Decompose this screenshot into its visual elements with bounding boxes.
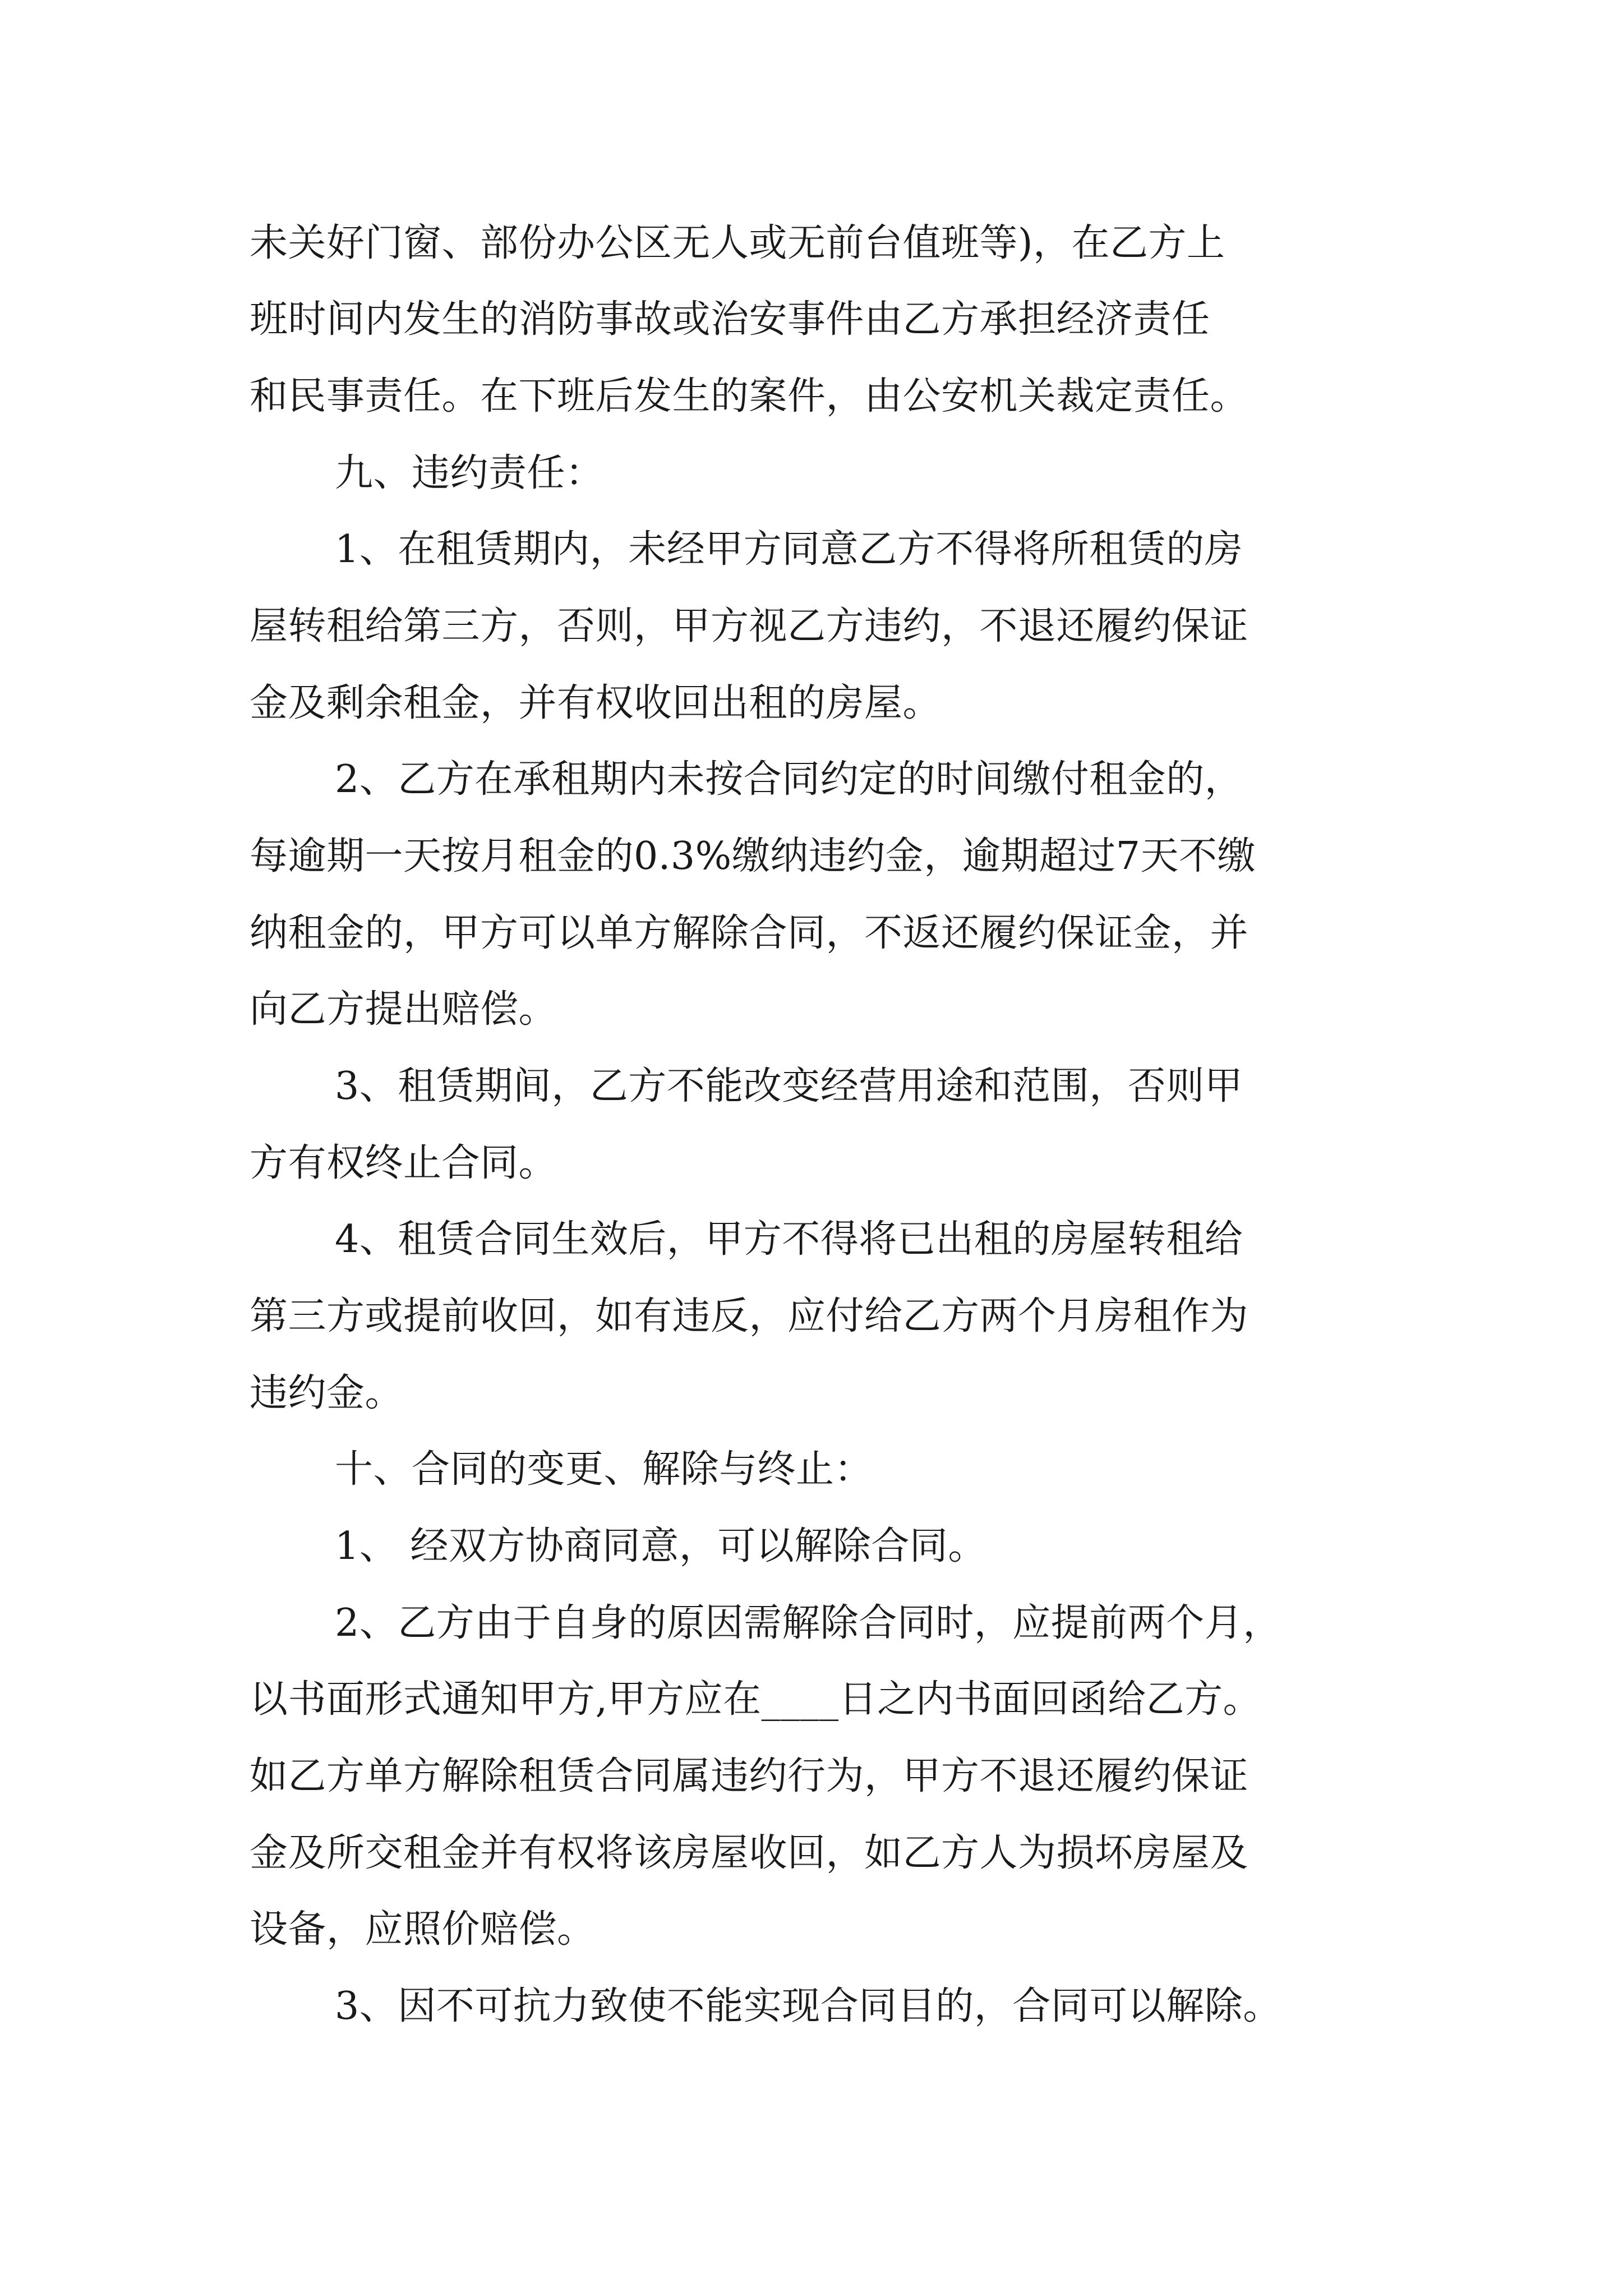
text-line: 方有权终止合同。 — [250, 1141, 557, 1185]
text-line: 违约金。 — [250, 1371, 404, 1415]
text-line: 1、 经双方协商同意，可以解除合同。 — [335, 1524, 986, 1568]
section-heading: 十、合同的变更、解除与终止： — [335, 1447, 873, 1492]
text-line: 如乙方单方解除租赁合同属违约行为，甲方不退还履约保证 — [250, 1754, 1249, 1798]
text-line: 每逾期一天按月租金的0.3%缴纳违约金，逾期超过7天不缴 — [250, 834, 1256, 878]
text-line: 和民事责任。在下班后发生的案件，由公安机关裁定责任。 — [250, 374, 1249, 418]
text-line: 金及所交租金并有权将该房屋收回，如乙方人为损坏房屋及 — [250, 1831, 1249, 1875]
text-line: 班时间内发生的消防事故或治安事件由乙方承担经济责任 — [250, 297, 1210, 342]
text-line: 4、租赁合同生效后，甲方不得将已出租的房屋转租给 — [335, 1217, 1243, 1262]
text-line: 3、租赁期间，乙方不能改变经营用途和范围，否则甲 — [335, 1064, 1243, 1108]
text-line: 2、乙方在承租期内未按合同约定的时间缴付租金的， — [335, 757, 1243, 802]
section-heading: 九、违约责任： — [335, 451, 604, 495]
text-line: 3、因不可抗力致使不能实现合同目的，合同可以解除。 — [335, 1984, 1281, 2028]
text-line: 以书面形式通知甲方,甲方应在____日之内书面回函给乙方。 — [250, 1677, 1262, 1722]
text-line: 屋转租给第三方，否则，甲方视乙方违约，不退还履约保证 — [250, 604, 1249, 648]
text-line: 向乙方提出赔偿。 — [250, 987, 557, 1032]
text-line: 1、在租赁期内，未经甲方同意乙方不得将所租赁的房 — [335, 527, 1243, 572]
text-line: 未关好门窗、部份办公区无人或无前台值班等)，在乙方上 — [250, 221, 1225, 265]
text-line: 纳租金的，甲方可以单方解除合同，不返还履约保证金，并 — [250, 911, 1249, 955]
text-line: 金及剩余租金，并有权收回出租的房屋。 — [250, 681, 942, 725]
text-line: 2、乙方由于自身的原因需解除合同时，应提前两个月， — [335, 1601, 1281, 1645]
text-line: 第三方或提前收回，如有违反，应付给乙方两个月房租作为 — [250, 1294, 1249, 1338]
text-line: 设备，应照价赔偿。 — [250, 1907, 596, 1952]
